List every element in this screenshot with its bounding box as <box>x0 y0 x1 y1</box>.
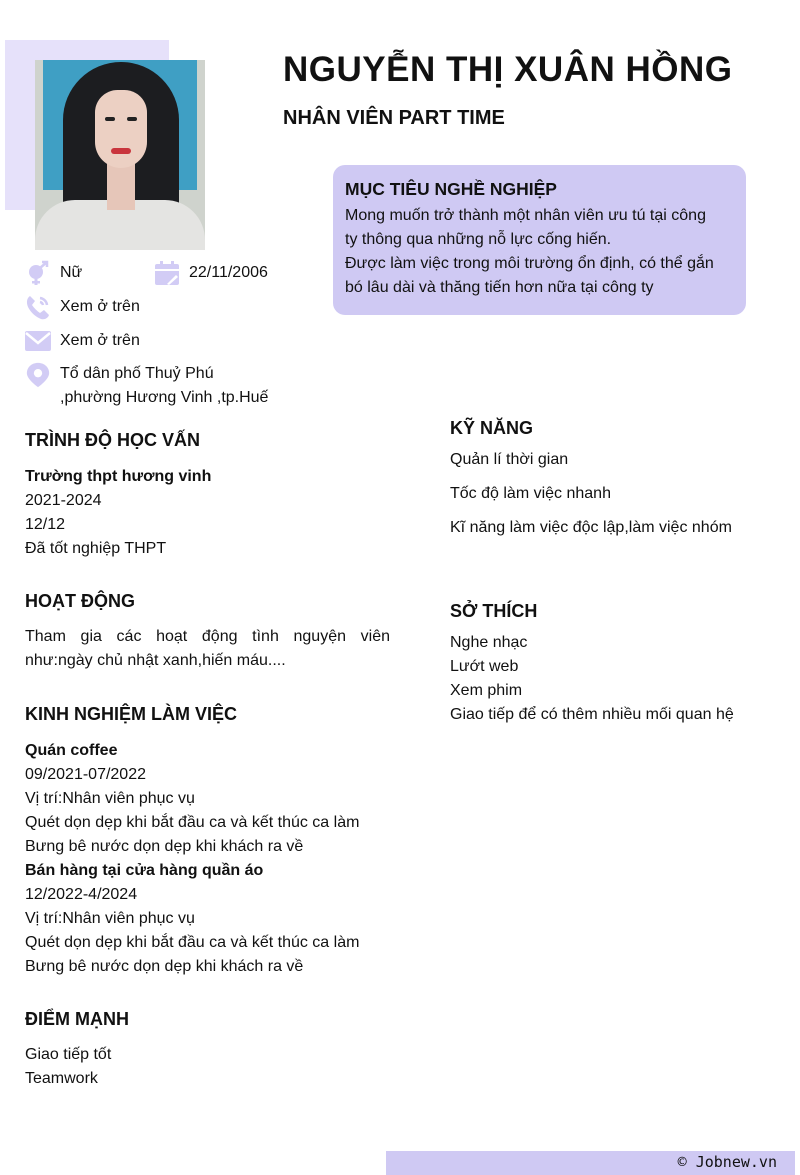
objective-line: ty thông qua những nỗ lực cống hiến. <box>345 231 612 248</box>
activities-section <box>25 591 390 673</box>
experience-position: Vị trí:Nhân viên phục vụ <box>25 790 195 807</box>
objective-line: Mong muốn trở thành một nhân viên ưu tú tại công <box>345 207 706 224</box>
education-heading: TRÌNH ĐỘ HỌC VẤN <box>25 430 200 450</box>
activities-heading: HOẠT ĐỘNG <box>25 591 135 611</box>
education-grade: 12/12 <box>25 516 66 533</box>
photo-face <box>95 90 147 168</box>
activities-text: Tham gia các hoạt động tình nguyện viên như:ngày chủ nhật xanh,hiến máu.... <box>25 628 390 669</box>
candidate-name: NGUYỄN THỊ XUÂN HỒNG <box>283 50 733 89</box>
experience-duty: Bưng bê nước dọn dẹp khi khách ra về <box>25 838 304 855</box>
address-value <box>60 362 268 410</box>
hobby-item: Giao tiếp để có thêm nhiều mối quan hệ <box>450 706 734 723</box>
experience-heading: KINH NGHIỆM LÀM VIỆC <box>25 704 238 724</box>
skill-item: Quản lí thời gian <box>450 451 569 468</box>
objective-line: bó lâu dài và thăng tiến hơn nữa tại công ty <box>345 279 654 296</box>
skills-heading: KỸ NĂNG <box>450 418 534 438</box>
skill-item: Kĩ năng làm việc độc lập,làm việc nhóm <box>450 519 732 536</box>
contact-gender <box>25 260 82 286</box>
copyright-link[interactable]: © Jobnew.vn <box>677 1153 777 1171</box>
skills-section <box>450 418 790 540</box>
objective-line: Được làm việc trong môi trường ổn định, có thể gắn <box>345 255 714 272</box>
address-line-1: Tổ dân phố Thuỷ Phú <box>60 365 214 382</box>
hobby-item: Xem phim <box>450 682 523 699</box>
experience-period: 12/2022-4/2024 <box>25 886 138 903</box>
hobby-item: Lướt web <box>450 658 519 675</box>
calendar-icon <box>154 260 180 286</box>
education-section <box>25 430 395 561</box>
experience-duty: Quét dọn dẹp khi bắt đầu ca và kết thúc ca làm <box>25 934 360 951</box>
hobbies-section <box>450 601 790 727</box>
mail-icon <box>25 328 51 354</box>
career-objective-box <box>333 165 746 315</box>
photo-eye <box>127 117 137 121</box>
skill-item: Tốc độ làm việc nhanh <box>450 485 611 502</box>
phone-value: Xem ở trên <box>60 298 140 315</box>
experience-position: Vị trí:Nhân viên phục vụ <box>25 910 195 927</box>
experience-company: Quán coffee <box>25 742 118 759</box>
contact-address <box>25 362 268 410</box>
photo-eye <box>105 117 115 121</box>
address-line-2: ,phường Hương Vinh ,tp.Huế <box>60 389 269 406</box>
experience-duty: Bưng bê nước dọn dẹp khi khách ra về <box>25 958 304 975</box>
job-title: NHÂN VIÊN PART TIME <box>283 107 505 129</box>
education-status: Đã tốt nghiệp THPT <box>25 540 167 557</box>
photo-lips <box>111 148 131 154</box>
hobbies-heading: SỞ THÍCH <box>450 601 538 621</box>
birthday-value: 22/11/2006 <box>189 264 268 281</box>
experience-company: Bán hàng tại cửa hàng quần áo <box>25 862 264 879</box>
gender-icon <box>25 260 51 286</box>
strengths-heading: ĐIỂM MẠNH <box>25 1009 129 1029</box>
experience-duty: Quét dọn dẹp khi bắt đầu ca và kết thúc ca làm <box>25 814 360 831</box>
email-value: Xem ở trên <box>60 332 140 349</box>
profile-photo <box>35 60 205 250</box>
experience-period: 09/2021-07/2022 <box>25 766 146 783</box>
contact-birthday <box>154 260 268 286</box>
hobby-item: Nghe nhạc <box>450 634 528 651</box>
contact-phone <box>25 294 140 320</box>
objective-heading: MỤC TIÊU NGHỀ NGHIỆP <box>345 179 557 199</box>
gender-value: Nữ <box>60 264 83 281</box>
education-period: 2021-2024 <box>25 492 102 509</box>
experience-entry <box>25 739 405 859</box>
experience-entry <box>25 859 405 979</box>
strengths-section <box>25 1009 395 1091</box>
experience-section <box>25 704 405 979</box>
location-pin-icon <box>25 362 51 388</box>
phone-icon <box>25 294 51 320</box>
education-school: Trường thpt hương vinh <box>25 468 212 485</box>
footer-bar <box>386 1151 795 1175</box>
strength-item: Giao tiếp tốt <box>25 1046 112 1063</box>
contact-email <box>25 328 140 354</box>
strength-item: Teamwork <box>25 1070 98 1087</box>
